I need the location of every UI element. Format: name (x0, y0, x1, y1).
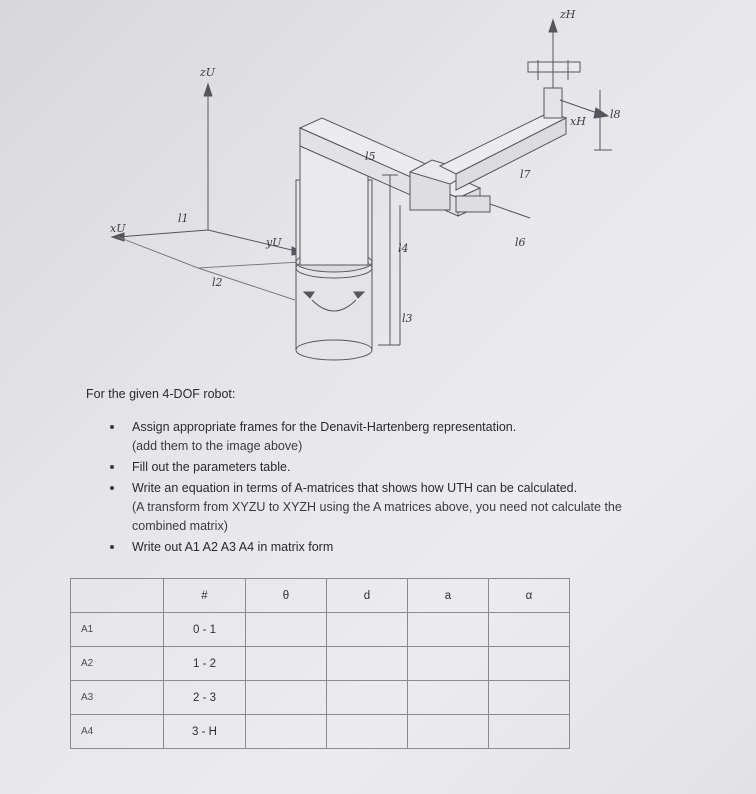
d-cell[interactable] (327, 613, 408, 647)
table-row (71, 613, 570, 647)
d-cell[interactable] (327, 647, 408, 681)
a-cell[interactable] (408, 647, 489, 681)
instruction-item (110, 479, 670, 536)
row-label: A1 (71, 613, 164, 647)
instruction-text: Write out A1 A2 A3 A4 in matrix form (132, 540, 334, 554)
instruction-list (110, 418, 670, 559)
yu-axis (208, 230, 300, 252)
alpha-cell[interactable] (489, 613, 570, 647)
row-label: A2 (71, 647, 164, 681)
robot-drawing (60, 0, 700, 370)
header-a: a (408, 579, 489, 613)
instruction-item (110, 418, 670, 456)
instruction-subtext: (A transform from XYZU to XYZH using the A matrices above, you need not calculate the combined matrix) (132, 500, 622, 533)
l7-label: l7 (520, 168, 531, 181)
row-label: A3 (71, 681, 164, 715)
l5-label: l5 (365, 150, 376, 163)
instruction-item (110, 538, 670, 557)
xh-label: xH (570, 115, 586, 128)
row-joint: 3 - H (164, 715, 246, 749)
theta-cell[interactable] (246, 681, 327, 715)
xu-axis (118, 230, 208, 237)
d-cell[interactable] (327, 715, 408, 749)
instruction-subtext: (add them to the image above) (132, 439, 303, 453)
l3-label: l3 (402, 312, 413, 325)
instruction-text: Fill out the parameters table. (132, 460, 291, 474)
a-cell[interactable] (408, 681, 489, 715)
table-header-row (71, 579, 570, 613)
theta-cell[interactable] (246, 647, 327, 681)
header-alpha: α (489, 579, 570, 613)
l1-label: l1 (178, 212, 189, 225)
header-joint: # (164, 579, 246, 613)
row-joint: 0 - 1 (164, 613, 246, 647)
table-row (71, 715, 570, 749)
l8-label: l8 (610, 108, 621, 121)
row-label: A4 (71, 715, 164, 749)
alpha-cell[interactable] (489, 681, 570, 715)
header-blank (71, 579, 164, 613)
a-cell[interactable] (408, 715, 489, 749)
instruction-item (110, 458, 670, 477)
zu-label: zU (200, 66, 216, 79)
instruction-text: Assign appropriate frames for the Denavit-Hartenberg representation. (132, 420, 517, 434)
robot-diagram (60, 0, 700, 370)
xu-label: xU (110, 222, 126, 235)
row-joint: 1 - 2 (164, 647, 246, 681)
a-cell[interactable] (408, 613, 489, 647)
yu-label: yU (266, 236, 282, 249)
theta-cell[interactable] (246, 613, 327, 647)
table-row (71, 647, 570, 681)
header-d: d (327, 579, 408, 613)
zh-label: zH (560, 8, 576, 21)
xh-axis (560, 100, 600, 114)
dh-parameters-table (70, 578, 570, 749)
instruction-text: Write an equation in terms of A-matrices that shows how UTH can be calculated. (132, 481, 578, 495)
d-cell[interactable] (327, 681, 408, 715)
l6-label: l6 (515, 236, 526, 249)
alpha-cell[interactable] (489, 647, 570, 681)
l2-label: l2 (212, 276, 223, 289)
zu-arrow (204, 84, 212, 96)
intro-text: For the given 4-DOF robot: (86, 387, 236, 401)
l4-label: l4 (398, 242, 409, 255)
alpha-cell[interactable] (489, 715, 570, 749)
header-theta: θ (246, 579, 327, 613)
theta-cell[interactable] (246, 715, 327, 749)
table-row (71, 681, 570, 715)
row-joint: 2 - 3 (164, 681, 246, 715)
